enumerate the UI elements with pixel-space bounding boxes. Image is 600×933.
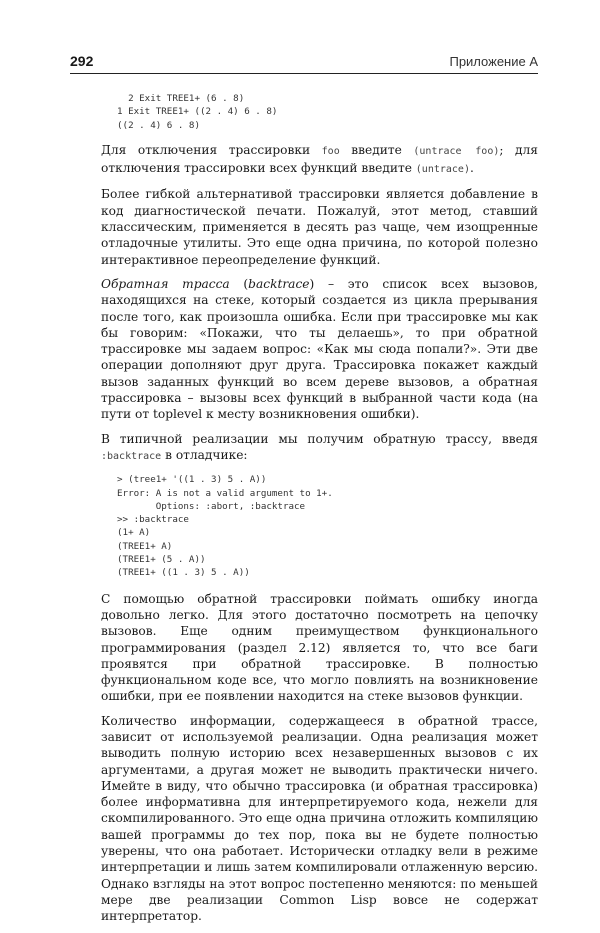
text: введите xyxy=(339,142,414,157)
code-block-backtrace: > (tree1+ '((1 . 3) 5 . A)) Error: A is not a valid argument to 1+. Options: :abort, :backtrace >> :backtrace (1+ A) (TREE1+ A) (TREE1+ (5 . A)) (TREE1+ ((1 . 3) 5 . A)) xyxy=(117,474,333,579)
term: Обратная трасса xyxy=(101,276,230,291)
inline-code: foo xyxy=(321,145,340,157)
paragraph-backtrace-intro xyxy=(101,431,538,466)
paragraph-backtrace-benefits: С помощью обратной трассировки поймать ошибку иногда довольно легко. Для этого достаточно посмотреть на цепочку вызовов. Еще одним преимуществом функционального программирования (раздел 2.12) является то, что все баги проявятся при обратной трассировке. В полностью функциональном коде все, что могло повлиять на возникновение ошибки, при ее появлении находится на стеке вызовов функции. xyxy=(101,591,538,704)
text: Для отключения трассировки xyxy=(101,142,322,157)
inline-code: :backtrace xyxy=(101,450,162,462)
text: в отладчике: xyxy=(161,447,248,462)
page-body xyxy=(101,92,538,933)
inline-code: (untrace foo) xyxy=(413,145,500,157)
paragraph-untrace xyxy=(101,142,538,179)
text: . xyxy=(469,161,474,176)
text: ; для отключения трассировки всех функций введите xyxy=(101,142,538,176)
term-english: backtrace xyxy=(248,276,310,291)
text: ( xyxy=(229,276,249,291)
code-block-trace-exit: 2 Exit TREE1+ (6 . 8) 1 Exit TREE1+ ((2 . 4) 6 . 8) ((2 . 4) 6 . 8) xyxy=(117,93,278,131)
inline-code: (untrace) xyxy=(415,164,470,176)
text: ) – это список всех вызовов, находящихся на стеке, который создается из цикла прерывания после того, как произошла ошибка. Если при трассировке мы как бы говорим: «Покажи, что ты делаешь», то при обратной трассировке мы задаем вопрос: «Как мы сюда попали?». Эти две операции дополняют друг друга. Трассировка покажет каждый вызов заданных функций во всем дереве вызовов, а обратная трассировка – вызовы всех функций в выбранной части кода (на пути от toplevel к месту возникновения ошибки). xyxy=(101,276,538,422)
paragraph-diagnostic-print: Более гибкой альтернативой трассировки является добавление в код диагностической печати. Пожалуй, этот метод, ставший классическим, применяется в десять раз чаще, чем изощренные отладочные утилиты. Это еще одна причина, по которой полезно интерактивное переопределение функций. xyxy=(101,187,538,267)
page-header xyxy=(70,53,538,74)
text: В типичной реализации мы получим обратную трассу, введя xyxy=(101,431,538,446)
page-number: 292 xyxy=(70,53,94,69)
running-head: Приложение А xyxy=(449,54,538,69)
paragraph-backtrace-information: Количество информации, содержащееся в обратной трассе, зависит от используемой реализации. Одна реализация может выводить полную историю всех незавершенных вызовов с их аргументами, а другая может не выводить практически ничего. Имейте в виду, что обычно трассировка (и обратная трассировка) более информативна для интерпретируемого кода, нежели для скомпилированного. Это еще одна причина отложить компиляцию вашей программы до тех пор, пока вы не будете полностью уверены, что она работает. Исторически отладку вели в режиме интерпретации и лишь затем компилировали отлаженную версию. Однако взгляды на этот вопрос постепенно меняются: по меньшей мере две реализации Common Lisp вовсе не содержат интерпретатор. xyxy=(101,713,538,924)
paragraph-backtrace-definition xyxy=(101,276,538,423)
